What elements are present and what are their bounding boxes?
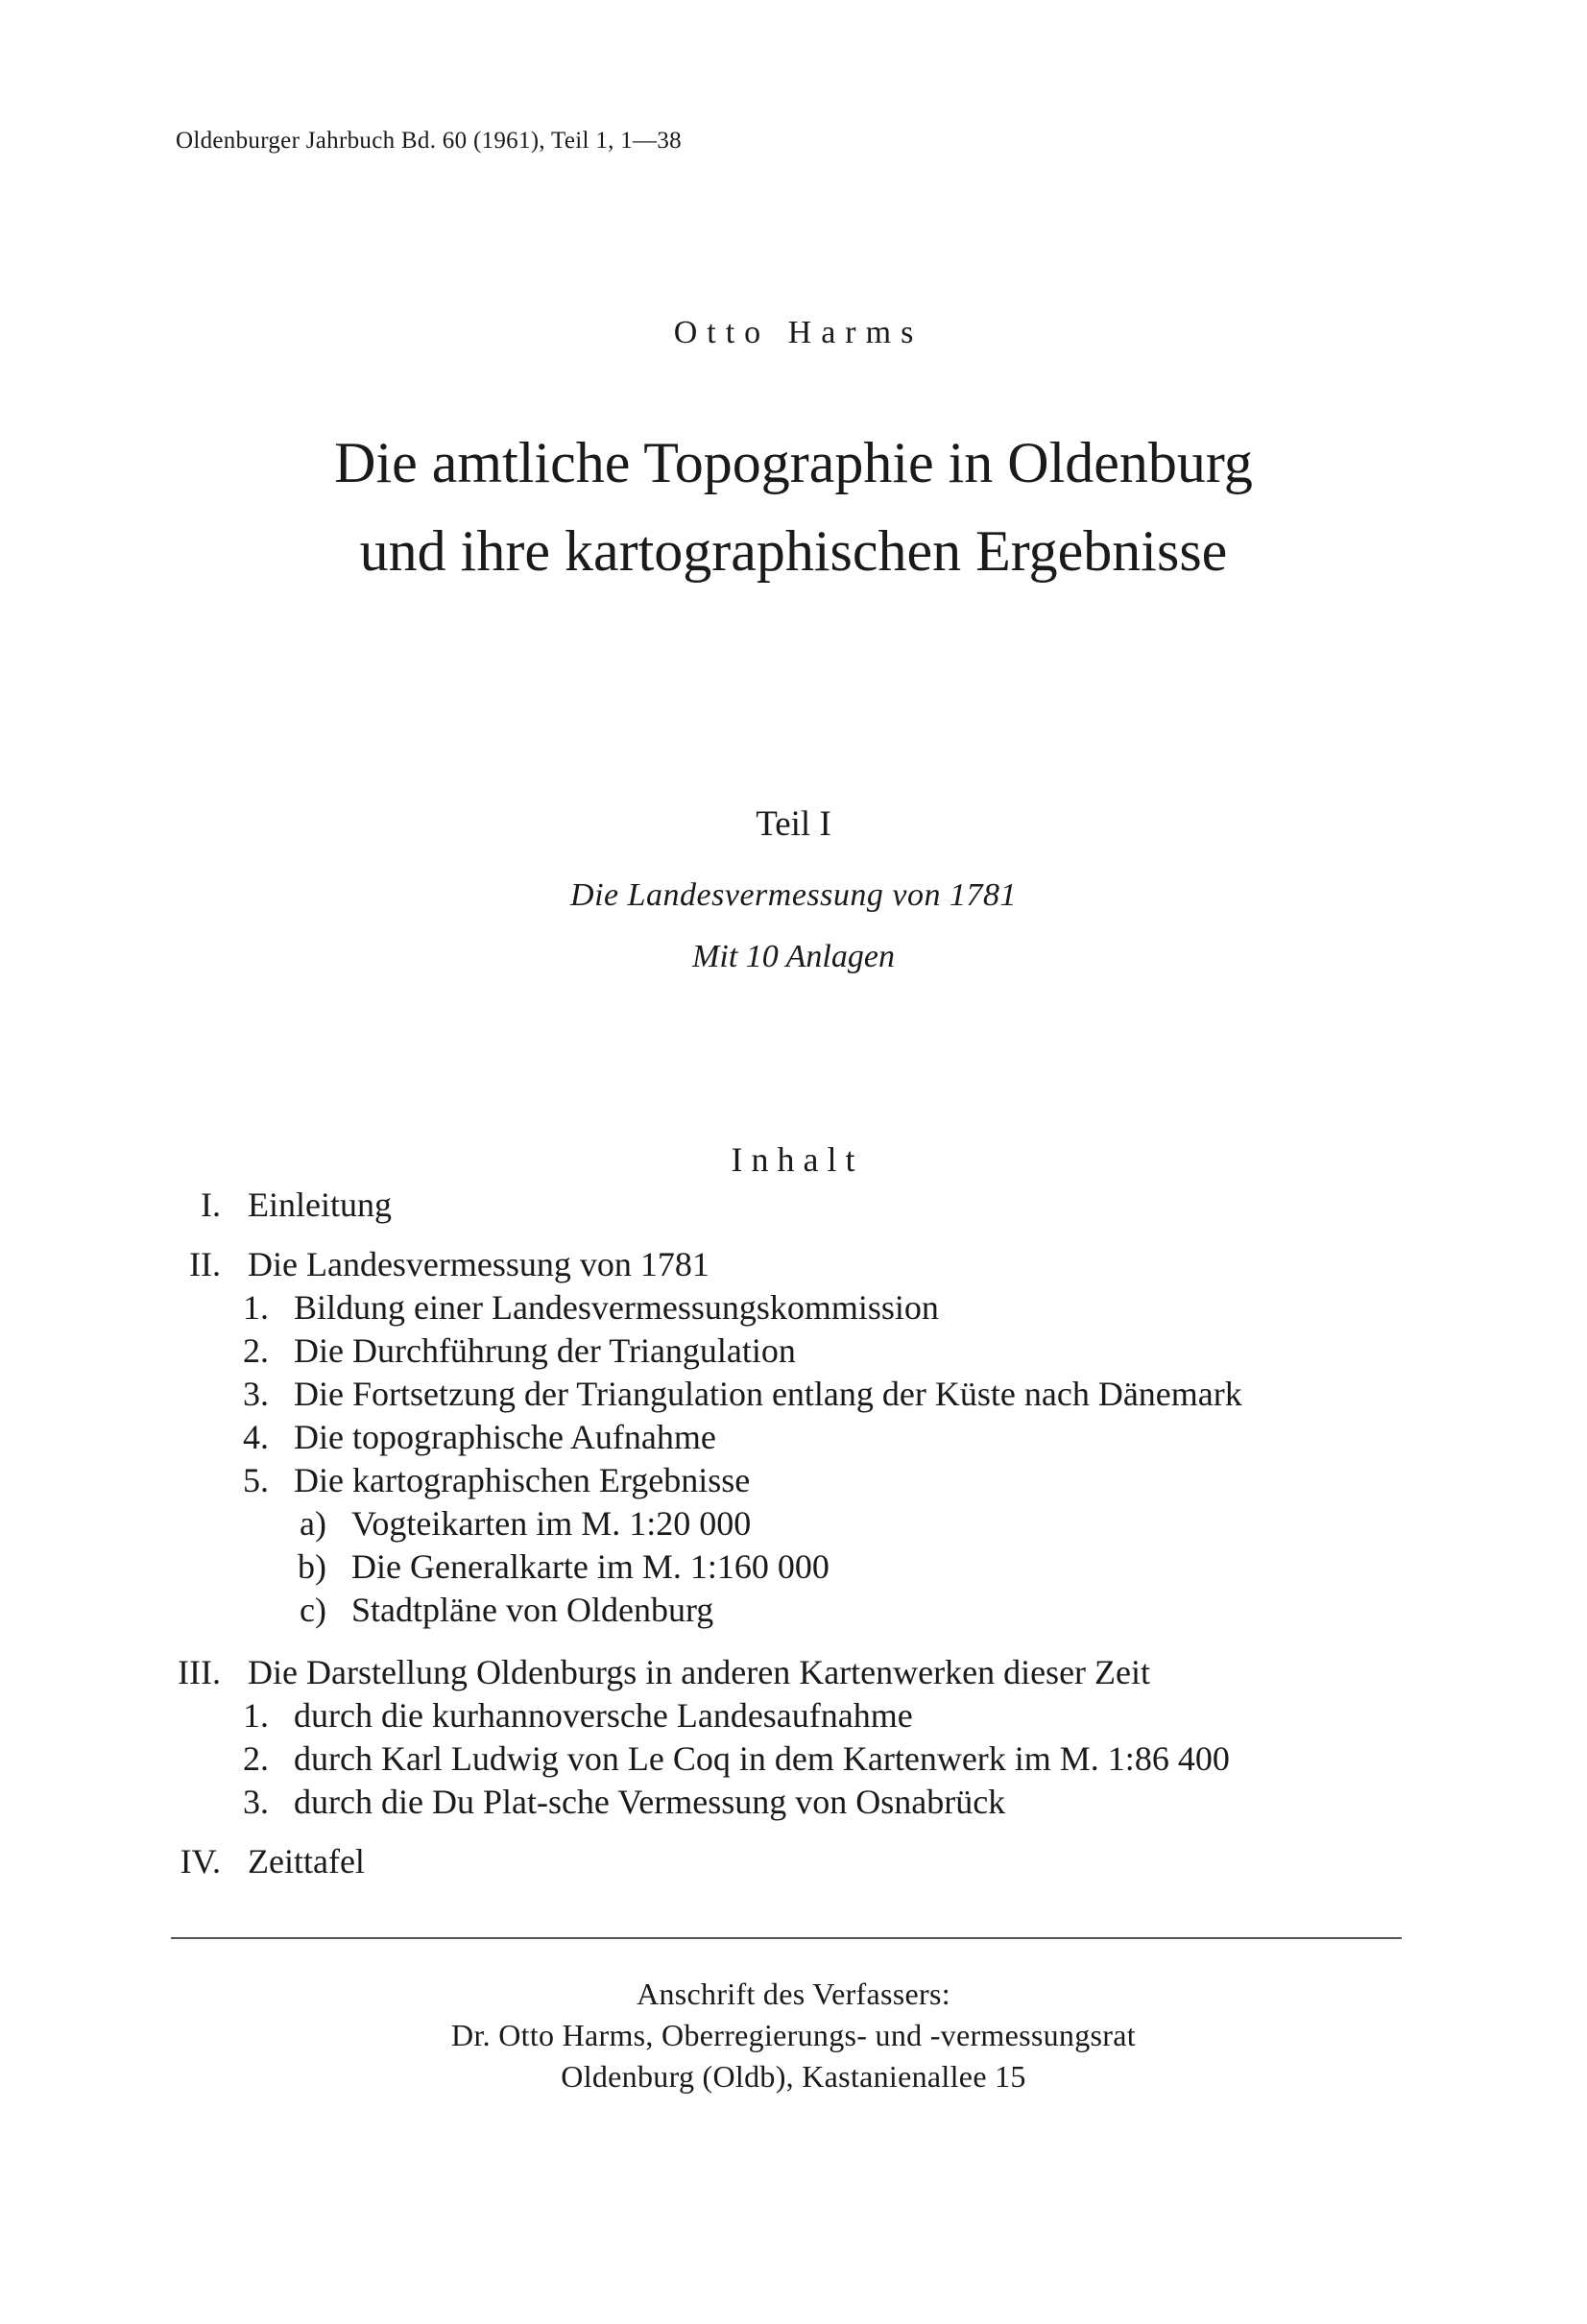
article-title-line-1: Die amtliche Topographie in Oldenburg xyxy=(334,431,1253,494)
toc-entry-number: 2. xyxy=(243,1331,269,1370)
author-name: Otto Harms xyxy=(673,315,924,350)
part-label: Teil I xyxy=(756,804,831,844)
toc-entry-text: Stadtpläne von Oldenburg xyxy=(351,1591,714,1629)
part-subtitle: Die Landesvermessung von 1781 xyxy=(570,877,1017,913)
toc-entry-number: b) xyxy=(298,1547,326,1586)
toc-entry-number: 3. xyxy=(243,1783,269,1821)
toc-entry-number: 5. xyxy=(243,1461,269,1499)
toc-entry-number: I. xyxy=(201,1186,221,1224)
toc-entry-text: Die Fortsetzung der Triangulation entlang der Küste nach Dänemark xyxy=(294,1375,1242,1413)
toc-heading: Inhalt xyxy=(731,1140,864,1179)
section-divider xyxy=(171,1937,1402,1939)
address-line-2: Oldenburg (Oldb), Kastanienallee 15 xyxy=(561,2059,1026,2094)
part-note: Mit 10 Anlagen xyxy=(692,939,895,974)
toc-entry-text: durch die Du Plat-sche Vermessung von Osnabrück xyxy=(294,1783,1006,1821)
journal-citation: Oldenburger Jahrbuch Bd. 60 (1961), Teil 1, 1—38 xyxy=(176,128,682,154)
toc-entry-text: Die Landesvermessung von 1781 xyxy=(248,1245,709,1283)
toc-entry-number: IV. xyxy=(180,1842,221,1881)
address-line-1: Dr. Otto Harms, Oberregierungs- und -vermessungsrat xyxy=(451,2018,1136,2052)
toc-entry-number: III. xyxy=(178,1653,221,1691)
toc-entry-text: Bildung einer Landesvermessungskommission xyxy=(294,1288,939,1327)
toc-entry-number: II. xyxy=(189,1245,221,1283)
toc-entry-text: Die kartographischen Ergebnisse xyxy=(294,1461,751,1499)
toc-entry-number: 3. xyxy=(243,1375,269,1413)
toc-entry-number: 1. xyxy=(243,1696,269,1735)
toc-entry-number: a) xyxy=(300,1504,326,1543)
toc-entry-text: Die topographische Aufnahme xyxy=(294,1418,716,1456)
toc-entry-number: 1. xyxy=(243,1288,269,1327)
toc-entry-text: Einleitung xyxy=(248,1186,392,1224)
toc-entry-number: c) xyxy=(300,1591,326,1629)
article-title-line-2: und ihre kartographischen Ergebnisse xyxy=(359,519,1228,583)
toc-entry-text: durch die kurhannoversche Landesaufnahme xyxy=(294,1696,913,1735)
toc-entry-text: Die Generalkarte im M. 1:160 000 xyxy=(351,1547,830,1586)
toc-entry-text: Zeittafel xyxy=(248,1842,365,1881)
address-heading: Anschrift des Verfassers: xyxy=(637,1977,950,2011)
toc-entry-text: Die Darstellung Oldenburgs in anderen Kartenwerken dieser Zeit xyxy=(248,1653,1151,1691)
toc-entry-number: 2. xyxy=(243,1739,269,1778)
toc-entry-text: Die Durchführung der Triangulation xyxy=(294,1331,796,1370)
toc-entry-text: durch Karl Ludwig von Le Coq in dem Kartenwerk im M. 1:86 400 xyxy=(294,1739,1230,1778)
toc-entry-text: Vogteikarten im M. 1:20 000 xyxy=(351,1504,752,1543)
toc-entry-number: 4. xyxy=(243,1418,269,1456)
